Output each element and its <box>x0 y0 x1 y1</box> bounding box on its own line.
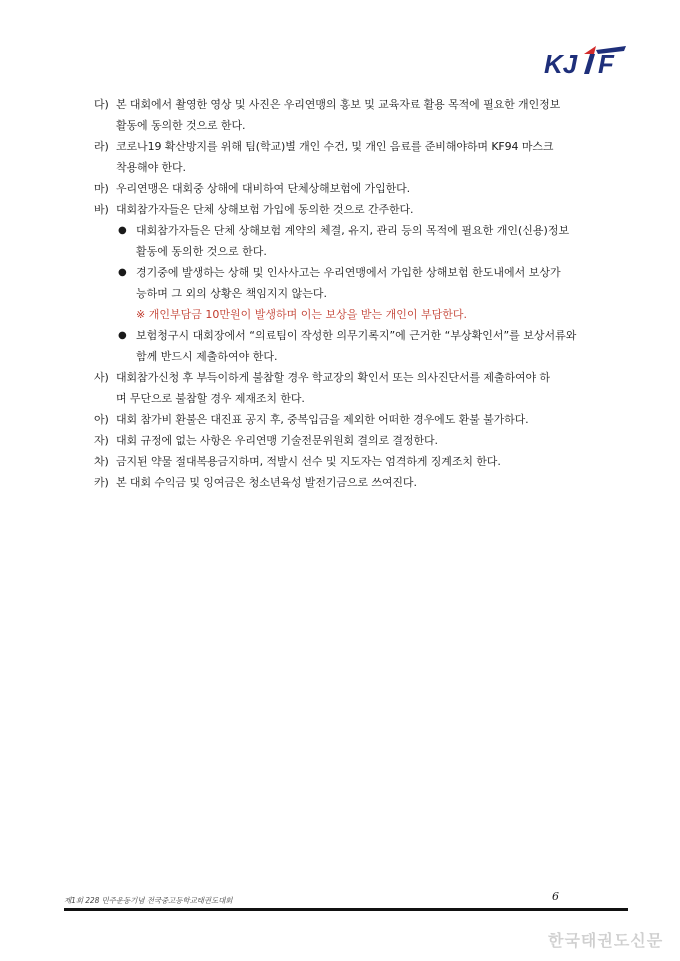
item-marker: 마) <box>94 182 109 195</box>
item-marker: 다) <box>94 98 109 111</box>
bullet-item <box>116 262 614 304</box>
bullet-item <box>116 220 614 262</box>
item-text: 본 대회에서 촬영한 영상 및 사진은 우리연맹의 홍보 및 교육자료 활용 목적에 필요한 개인정보 <box>116 98 561 111</box>
footer-rule <box>64 908 628 911</box>
item-marker: 자) <box>94 434 109 447</box>
list-item <box>94 451 614 472</box>
item-text: 대회참가자들은 단체 상해보험 가입에 동의한 것으로 간주한다. <box>116 203 414 216</box>
list-item <box>94 94 614 136</box>
bullet-dot-icon: ● <box>118 225 127 236</box>
item-text: 우리연맹은 대회중 상해에 대비하여 단체상해보험에 가입한다. <box>116 182 411 195</box>
list-item <box>94 409 614 430</box>
bullet-text: 능하며 그 외의 상황은 책임지지 않는다. <box>136 287 327 300</box>
item-text: 대회참가신청 후 부득이하게 불참할 경우 학교장의 확인서 또는 의사진단서를 제출하여야 하 <box>116 371 550 384</box>
watermark: 한국태권도신문 <box>548 931 664 950</box>
list-item <box>94 472 614 493</box>
list-item <box>94 430 614 451</box>
item-text: 금지된 약물 절대복용금지하며, 적발시 선수 및 지도자는 엄격하게 징계조치 한다. <box>116 455 501 468</box>
bullet-text: 경기중에 발생하는 상해 및 인사사고는 우리연맹에서 가입한 상해보험 한도내에서 보상가 <box>136 266 561 279</box>
item-text: 코로나19 확산방지를 위해 팀(학교)별 개인 수건, 및 개인 음료를 준비해야하며 KF94 마스크 <box>116 140 554 153</box>
bullet-item <box>116 325 614 367</box>
bullet-dot-icon: ● <box>118 330 127 341</box>
item-marker: 카) <box>94 476 109 489</box>
item-marker: 차) <box>94 455 109 468</box>
item-marker: 바) <box>94 203 109 216</box>
item-text: 본 대회 수익금 및 잉여금은 청소년육성 발전기금으로 쓰여진다. <box>116 476 417 489</box>
list-item <box>94 199 614 220</box>
item-text: 대회 규정에 없는 사항은 우리연맹 기술전문위원회 결의로 결정한다. <box>116 434 438 447</box>
bullet-text: 대회참가자들은 단체 상해보험 계약의 체결, 유지, 관리 등의 목적에 필요한 개인(신용)정보 <box>136 224 570 237</box>
item-text: 대회 참가비 환불은 대진표 공지 후, 중복입금을 제외한 어떠한 경우에도 환불 불가하다. <box>116 413 529 426</box>
list-item <box>94 136 614 178</box>
page-number: 6 <box>552 890 559 903</box>
bullet-list <box>116 220 614 367</box>
footer-title: 제1회 228 민주운동기념 전국중고등학교태권도대회 <box>64 896 233 905</box>
list-item <box>94 367 614 409</box>
item-marker: 사) <box>94 371 109 384</box>
item-marker: 라) <box>94 140 109 153</box>
bullet-text: 보험청구시 대회장에서 “의료팀이 작성한 의무기록지”에 근거한 “부상확인서”를 보상서류와 <box>136 329 577 342</box>
bullet-dot-icon: ● <box>118 267 127 278</box>
svg-text:KJ: KJ <box>544 49 578 78</box>
item-marker: 아) <box>94 413 109 426</box>
item-text: 착용해야 한다. <box>116 161 186 174</box>
note-text: ※ 개인부담금 10만원이 발생하며 이는 보상을 받는 개인이 부담한다. <box>136 308 467 321</box>
bullet-text: 함께 반드시 제출하여야 한다. <box>136 350 278 363</box>
kjtf-logo <box>540 42 632 78</box>
item-text: 며 무단으로 불참할 경우 제재조치 한다. <box>116 392 305 405</box>
item-text: 활동에 동의한 것으로 한다. <box>116 119 246 132</box>
list-item <box>94 178 614 199</box>
svg-text:F: F <box>598 49 614 78</box>
document-body <box>94 94 614 493</box>
bullet-text: 활동에 동의한 것으로 한다. <box>136 245 267 258</box>
